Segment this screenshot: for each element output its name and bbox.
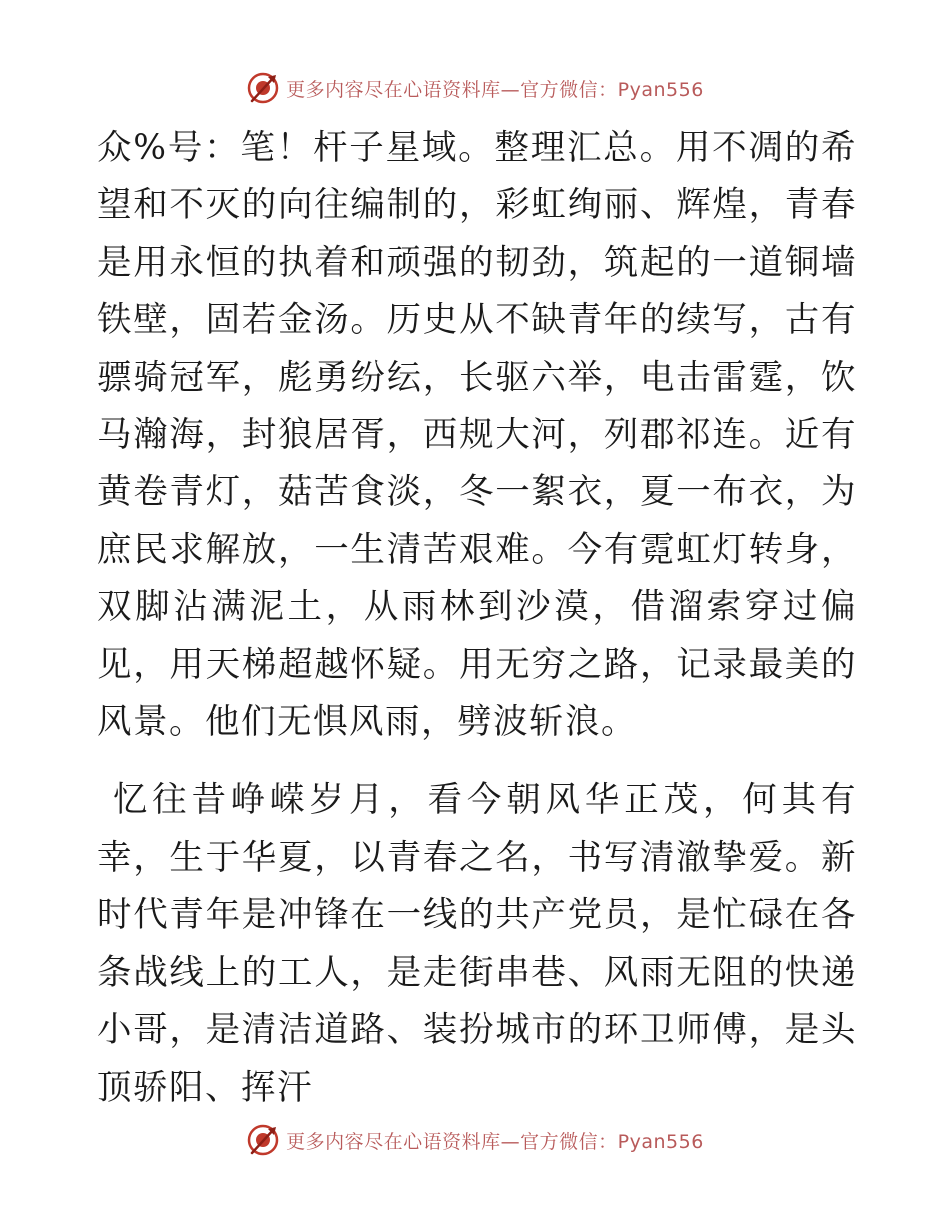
document-body: [97, 120, 857, 1117]
header-banner: [0, 68, 950, 108]
footer-banner: [0, 1120, 950, 1160]
quill-logo-icon: [246, 1123, 280, 1157]
header-banner-text: 更多内容尽在心语资料库—官方微信：Pyan556: [286, 78, 704, 101]
paragraph: 众%号：笔！杆子星域。整理汇总。用不凋的希望和不灭的向往编制的，彩虹绚丽、辉煌，青春是用永恒的执着和顽强的韧劲，筑起的一道铜墙铁壁，固若金汤。历史从不缺青年的续写，古有骠骑冠军，彪勇纷纭，长驱六举，电击雷霆，饮马瀚海，封狼居胥，西规大河，列郡祁连。近有黄卷青灯，菇苦食淡，冬一絮衣，夏一布衣，为庶民求解放，一生清苦艰难。今有霓虹灯转身，双脚沾满泥土，从雨林到沙漠，借溜索穿过偏见，用天梯超越怀疑。用无穷之路，记录最美的风景。他们无惧风雨，劈波斩浪。: [97, 128, 857, 743]
paragraph: 忆往昔峥嵘岁月，看今朝风华正茂，何其有幸，生于华夏，以青春之名，书写清澈挚爱。新时代青年是冲锋在一线的共产党员，是忙碌在各条战线上的工人，是走街串巷、风雨无阻的快递小哥，是清洁道路、装扮城市的环卫师傅，是头顶骄阳、挥汗: [97, 780, 857, 1108]
quill-logo-icon: [246, 71, 280, 105]
footer-banner-text: 更多内容尽在心语资料库—官方微信：Pyan556: [286, 1130, 704, 1153]
